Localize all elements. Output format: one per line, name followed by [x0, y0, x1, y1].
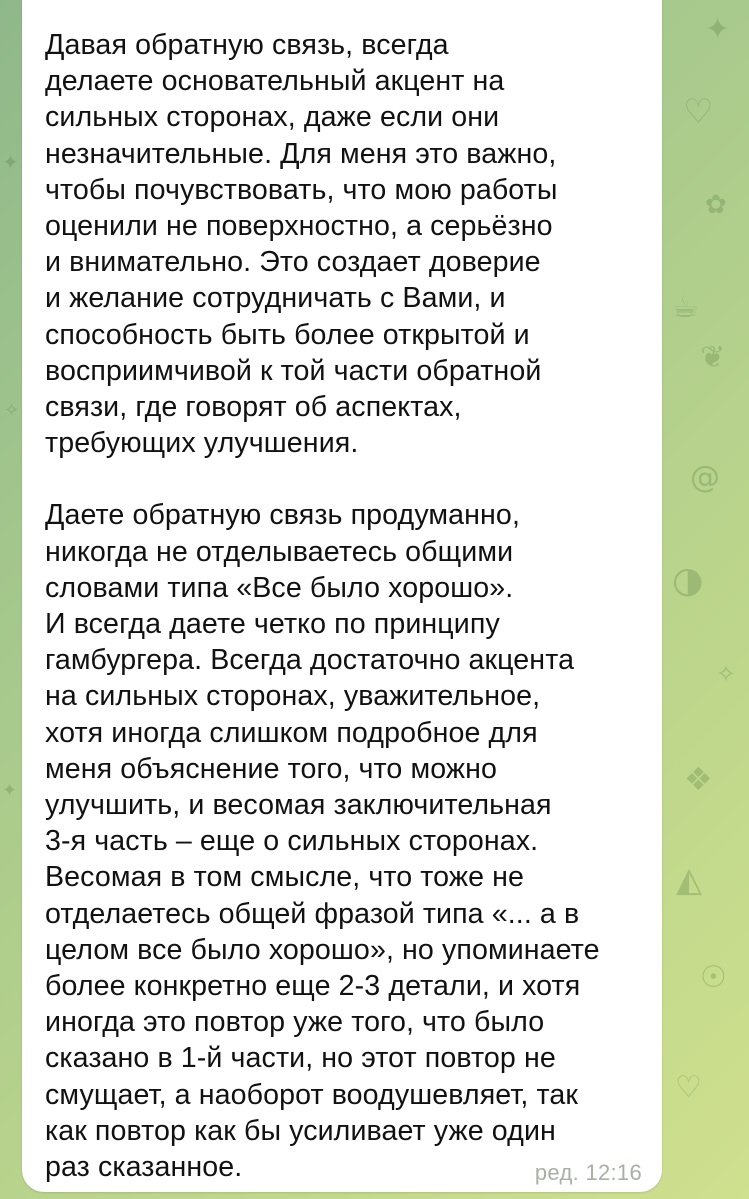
gift-icon: ❖: [684, 760, 713, 798]
star-icon: ✧: [716, 660, 737, 688]
lollipop-icon: ☉: [700, 960, 727, 995]
heart-icon: ♡: [683, 92, 714, 132]
planet-icon: ◑: [672, 560, 704, 601]
message-paragraph: Давая обратную связь, всегда делаете основательный акцент на сильных сторонах, даже если они незначительные. Для меня это важно, чтобы почувствовать, что мою работы оценили не поверхностно, а серьёзно и внимательно. Это создает доверие и желание сотрудничать с Вами, и способность быть более открытой и восприимчивой к той части обратной связи, где говорят об аспектах, требующих улучшения.: [45, 29, 558, 460]
star-icon: ✦: [705, 12, 731, 47]
message-paragraph: Даете обратную связь продуманно, никогда не отделываетесь общими словами типа «Все было хорошо». И всегда даете четко по принципу гамбургера. Всегда достаточно акцента на сильных сторонах, уважительное, хотя иногда слишком подробное для меня объяснение того, что можно улучшить, и весомая заключительная 3-я часть – еще о сильных сторонах. Весомая в том смысле, что тоже не отделаетесь общей фразой типа «... а в целом все было хорошо», но упоминаете более конкретно еще 2-3 детали, и хотя иногда это повтор уже того, что было сказано в 1-й части, но этот повтор не смущает, а наоборот воодушевляет, так как повтор как бы усиливает уже один раз сказанное.: [45, 499, 600, 1184]
spiral-icon: @: [690, 460, 720, 495]
star-icon: ✧: [4, 400, 20, 421]
star-icon: ✦: [2, 780, 18, 801]
cup-icon: ☕: [672, 290, 699, 325]
pizza-icon: ◭: [676, 860, 703, 900]
message-edited-time: ред. 12:16: [534, 1160, 642, 1185]
paw-icon: ✿: [705, 190, 727, 220]
message-text: [45, 27, 645, 1185]
star-icon: ✦: [2, 150, 19, 174]
heart-icon: ♡: [675, 1070, 702, 1105]
strawberry-icon: ❦: [700, 340, 726, 375]
